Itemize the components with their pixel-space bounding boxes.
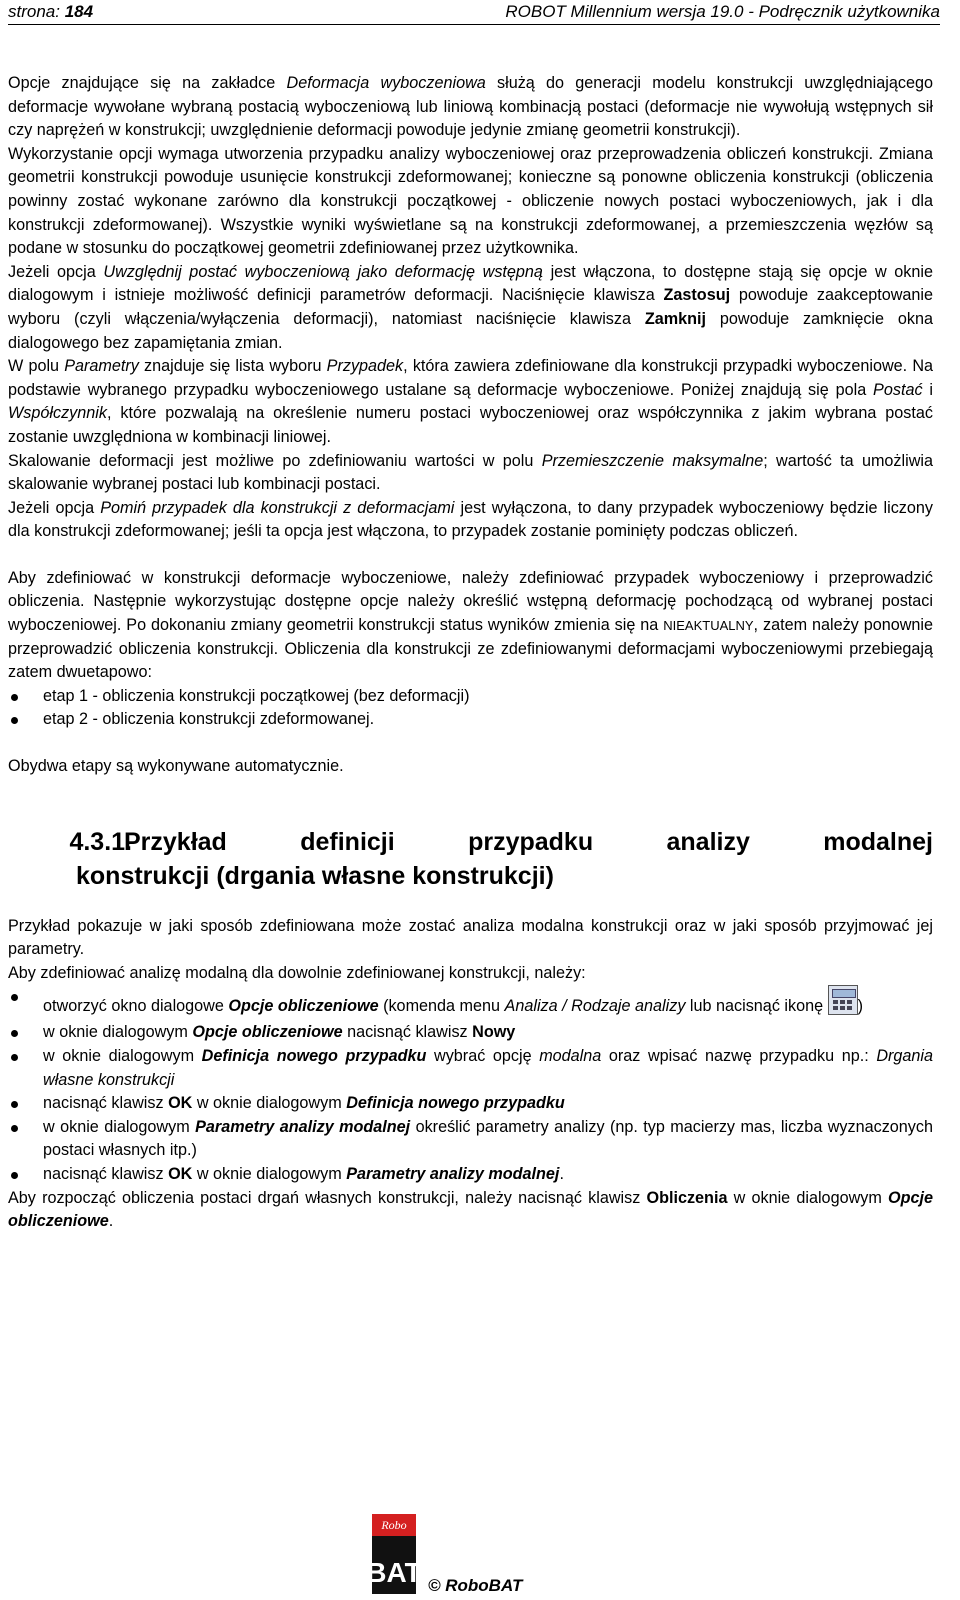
steps-list (8, 985, 933, 1186)
document-title: ROBOT Millennium wersja 19.0 - Podręcznik użytkownika (505, 2, 940, 21)
paragraph: Obydwa etapy są wykonywane automatycznie. (8, 757, 344, 776)
paragraph: Aby zdefiniować w konstrukcji deformacje wyboczeniowe, należy zdefiniować przypadek wyboczeniowy i przeprowadzić obliczenia. Następnie wykorzystując dostępne opcje należy określić wstępną deformację pochodzącą od wybranej postaci wyboczeniowej. Po dokonaniu zmiany geometrii konstrukcji status wyników zmienia się na NIEAKTUALNY, zatem należy ponownie przeprowadzić obliczenia konstrukcji. Obliczenia dla konstrukcji ze zdefiniowanymi deformacjami wyboczeniowymi przebiegają zatem dwuetapowo: (8, 568, 934, 682)
paragraph: Aby zdefiniować analizę modalną dla dowolnie zdefiniowanej konstrukcji, należy: (8, 963, 586, 982)
section-number: 4.3.1. (69, 827, 132, 856)
paragraph: Jeżeli opcja Pomiń przypadek dla konstrukcji z deformacjami jest wyłączona, to dany przypadek wyboczeniowy będzie liczony dla konstrukcji zdeformowanej; jeśli ta opcja jest włączona, to przypadek zostanie pominięty podczas obliczeń. (8, 498, 933, 541)
copyright-text: © RoboBAT (428, 1576, 523, 1595)
page-body (8, 72, 933, 1234)
list-item: nacisnąć klawisz OK w oknie dialogowym Parametry analizy modalnej. (8, 1163, 933, 1187)
list-item: etap 1 - obliczenia konstrukcji początkowej (bez deformacji) (8, 685, 933, 709)
paragraph: Przykład pokazuje w jaki sposób zdefiniowana może zostać analiza modalna konstrukcji oraz w jaki sposób przyjmować jej parametry. (8, 916, 933, 959)
paragraph: W polu Parametry znajduje się lista wyboru Przypadek, która zawiera zdefiniowane dla konstrukcji przypadki wyboczeniowe. Na podstawie wybranego przypadku wyboczeniowego ustalane są deformacje wyboczeniowe. Poniżej znajdują się pola Postać i Współczynnik, które pozwalają na określenie numeru postaci wyboczeniowej oraz współczynnika z jakim wybrana postać zostanie uwzględniona w kombinacji liniowej. (8, 357, 934, 446)
list-item: nacisnąć klawisz OK w oknie dialogowym Definicja nowego przypadku (8, 1092, 933, 1116)
page-header (8, 0, 940, 25)
paragraph: Opcje znajdujące się na zakładce Deformacja wyboczeniowa służą do generacji modelu konstrukcji uwzględniającego deformacje wywołane wybraną postacią wyboczeniową lub liniową kombinacją postaci (deformacje nie wywołują wstępnych sił czy naprężeń w konstrukcji; uwzględnienie deformacji powoduje jedynie zmianę geometrii konstrukcji). (8, 74, 933, 140)
paragraph: Aby rozpocząć obliczenia postaci drgań własnych konstrukcji, należy nacisnąć klawisz Obliczenia w oknie dialogowym Opcje obliczeniowe. (8, 1188, 933, 1231)
calculations-icon[interactable] (828, 985, 858, 1015)
logo-bottom-text: BAT (366, 1557, 422, 1588)
list-item: w oknie dialogowym Definicja nowego przypadku wybrać opcję modalna oraz wpisać nazwę przypadku np.: Drgania własne konstrukcji (8, 1045, 933, 1092)
status-text: NIEAKTUALNY (663, 618, 754, 634)
paragraph: Jeżeli opcja Uwzględnij postać wyboczeniową jako deformację wstępną jest włączona, to dostępne stają się opcje w oknie dialogowym i istnieje możliwość definicji parametrów deformacji. Naciśnięcie klawisza Zastosuj powoduje zaakceptowanie wyboru (czyli włączenia/wyłączenia deformacji), natomiast naciśnięcie klawisza Zamknij powoduje zamknięcie okna dialogowego bez zapamiętania zmian. (8, 262, 934, 352)
list-item: otworzyć okno dialogowe Opcje obliczeniowe (komenda menu Analiza / Rodzaje analizy lub nacisnąć ikonę ) (8, 985, 933, 1021)
paragraph: Skalowanie deformacji jest możliwe po zdefiniowaniu wartości w polu Przemieszczenie maksymalne; wartość ta umożliwia skalowanie wybranej postaci lub kombinacji postaci. (8, 451, 934, 494)
list-item: w oknie dialogowym Parametry analizy modalnej określić parametry analizy (np. typ macierzy mas, liczba wyznaczonych postaci własnych itp.) (8, 1116, 933, 1163)
page-number: 184 (64, 2, 94, 21)
list-item: w oknie dialogowym Opcje obliczeniowe nacisnąć klawisz Nowy (8, 1021, 933, 1045)
section-heading (8, 825, 933, 893)
section-title: Przykład definicji przypadku analizy modalnej konstrukcji (drgania własne konstrukcji) (76, 827, 933, 890)
page-number-label: strona: 184 (8, 2, 94, 21)
stages-list (8, 685, 933, 732)
list-item: etap 2 - obliczenia konstrukcji zdeformowanej. (8, 708, 933, 732)
paragraph: Wykorzystanie opcji wymaga utworzenia przypadku analizy wyboczeniowej oraz przeprowadzenia obliczeń konstrukcji. Zmiana geometrii konstrukcji powoduje usunięcie konstrukcji zdeformowanej; konieczne są ponowne obliczenia konstrukcji (obliczenia powinny zostać wykonane zarówno dla konstrukcji początkowej - obliczenie nowych postaci wyboczeniowych, jak i dla konstrukcji zdeformowanej). Wszystkie wyniki wyświetlane są na konstrukcji zdeformowanej, a przemieszczenia węzłów są podane w stosunku do początkowej geometrii zdefiniowanej przez użytkownika. (8, 144, 933, 258)
logo-top-text: Robo (381, 1518, 407, 1532)
robobat-logo-icon (366, 1514, 422, 1594)
